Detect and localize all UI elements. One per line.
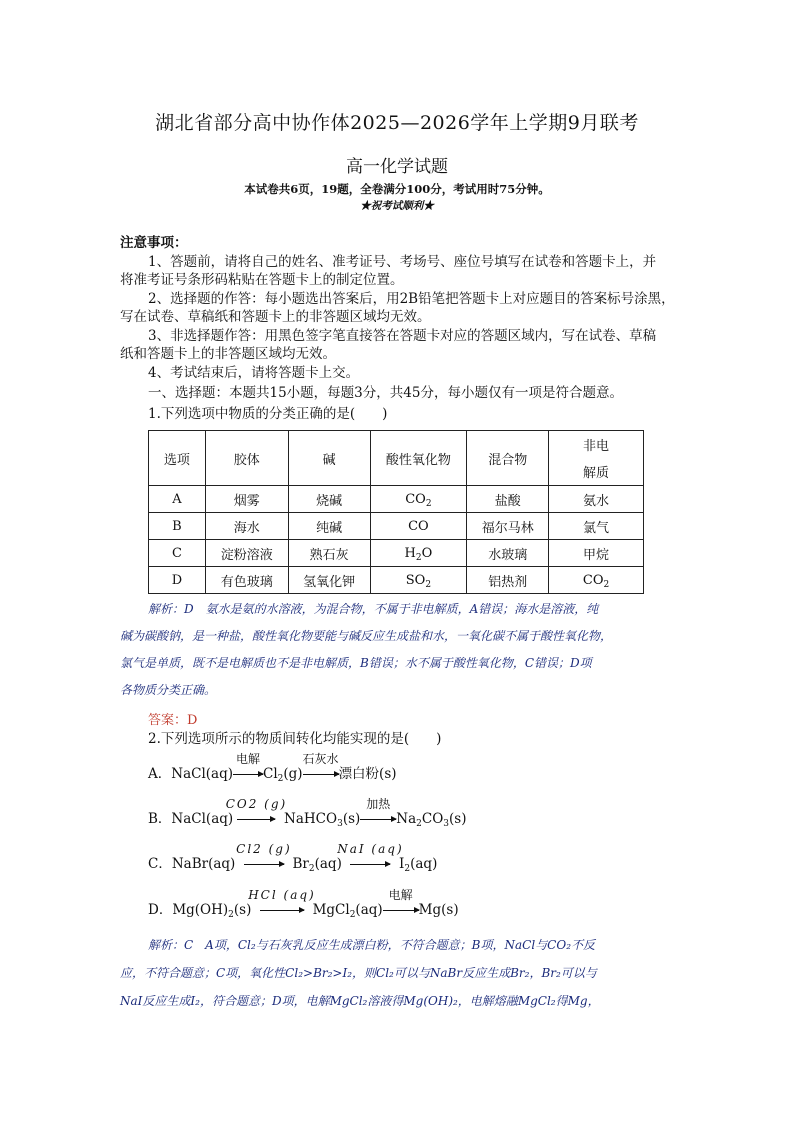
q1-explanation-line-1: 解析：D 氨水是氨的水溶液，为混合物，不属于非电解质，A错误；海水是溶液，纯	[148, 602, 599, 616]
exam-subtitle: 高一化学试题	[346, 157, 448, 177]
reaction-arrow	[233, 752, 263, 783]
q1-answer: 答案：D	[148, 713, 198, 728]
cell-mixture: 水玻璃	[467, 540, 549, 567]
q1-explanation-line-3: 氯气是单质，既不是电解质也不是非电解质，B错误；水不属于酸性氧化物，C错误；D项	[120, 656, 592, 670]
exam-info: 本试卷共6页，19题，全卷满分100分，考试用时75分钟。	[244, 182, 550, 196]
q1-explanation-line-2: 碱为碳酸钠，是一种盐，酸性氧化物要能与碱反应生成盐和水，一氧化碳不属于酸性氧化物，	[120, 629, 613, 643]
note-3-line-1: 3、非选择题作答：用黑色签字笔直接答在答题卡对应的答题区域内，写在试卷、草稿	[148, 328, 657, 344]
cell-nonelectrolyte	[549, 567, 644, 594]
cell-oxide-main: SO	[405, 572, 426, 588]
intermediate: Cl	[262, 766, 278, 782]
cell-mixture: 盐酸	[467, 486, 549, 513]
cell-base: 烧碱	[288, 486, 370, 513]
cell-nonelectrolyte-sub: 2	[603, 579, 610, 590]
table-row	[149, 513, 644, 540]
note-4: 4、考试结束后，请将答题卡上交。	[148, 365, 360, 381]
intermediate: MgCl	[312, 902, 350, 918]
cell-colloid: 烟雾	[205, 486, 288, 513]
subscript: 2	[277, 774, 284, 784]
cell-option: D	[149, 567, 206, 594]
reaction-arrow	[337, 842, 404, 873]
subscript: 2	[308, 864, 315, 874]
product: 漂白粉(s)	[338, 766, 397, 782]
state: (aq)	[410, 856, 438, 872]
note-2-line-1: 2、选择题的作答：每小题选出答案后，用2B铅笔把答题卡上对应题目的答案标号涂黑，	[148, 291, 675, 307]
q1-explanation-line-4: 各物质分类正确。	[120, 683, 217, 697]
right-arrow-icon	[303, 774, 339, 775]
reaction-arrow	[225, 797, 288, 828]
cell-oxide	[370, 486, 467, 513]
state: (s)	[342, 811, 361, 827]
reactant: Mg(OH)	[172, 902, 229, 918]
cell-option: A	[149, 486, 206, 513]
cell-nonelectrolyte: 氯气	[549, 513, 644, 540]
right-arrow-icon	[244, 864, 284, 865]
header-option: 选项	[149, 431, 206, 486]
reactant: NaCl(aq)	[171, 811, 234, 827]
state: (g)	[283, 766, 303, 782]
reaction-arrow	[360, 797, 396, 828]
note-2-line-2: 写在试卷、草稿纸和答题卡上的非答题区域均无效。	[120, 309, 431, 325]
state: (aq)	[355, 902, 383, 918]
reactant: NaCl(aq)	[171, 766, 233, 782]
arrow-condition: NaI (aq)	[337, 842, 404, 856]
product: CO	[421, 811, 444, 827]
intermediate: Br	[292, 856, 309, 872]
note-1-line-1: 1、答题前，请将自己的姓名、准考证号、考场号、座位号填写在试卷和答题卡上，并	[148, 254, 657, 270]
cell-oxide	[370, 540, 467, 567]
state: (s)	[233, 902, 252, 918]
q2-option-a	[148, 752, 397, 784]
cell-oxide-sub: 2	[415, 552, 422, 563]
state: (aq)	[314, 856, 342, 872]
cell-oxide-tail: O	[421, 545, 433, 561]
cell-oxide-main: H	[404, 545, 416, 561]
subscript: 2	[349, 910, 356, 920]
q2-option-d	[148, 888, 459, 920]
cell-base: 熟石灰	[288, 540, 370, 567]
right-arrow-icon	[360, 819, 396, 820]
cell-nonelectrolyte-main: CO	[582, 572, 604, 588]
subscript: 2	[404, 864, 411, 874]
table-row	[149, 540, 644, 567]
reaction-arrow	[248, 888, 316, 919]
option-label: A．	[148, 766, 172, 782]
header-acidic-oxide: 酸性氧化物	[370, 431, 467, 486]
cell-oxide	[370, 513, 467, 540]
arrow-condition: 石灰水	[302, 752, 339, 766]
subscript: 2	[416, 819, 422, 829]
right-arrow-icon	[237, 819, 275, 820]
product: Mg(s)	[418, 902, 459, 918]
header-base: 碱	[288, 431, 370, 486]
classification-table	[148, 430, 644, 594]
header-nonelectrolyte-line-2: 解质	[583, 466, 610, 481]
arrow-condition: 加热	[366, 797, 391, 811]
cell-colloid: 有色玻璃	[205, 567, 288, 594]
cell-nonelectrolyte: 甲烷	[549, 540, 644, 567]
right-arrow-icon	[260, 910, 304, 911]
cell-oxide-main: CO	[408, 518, 429, 534]
arrow-condition: Cl2 (g)	[236, 842, 292, 856]
cell-oxide-sub: 2	[425, 498, 432, 509]
arrow-condition: 电解	[388, 888, 413, 902]
question-1-stem: 1.下列选项中物质的分类正确的是( )	[148, 406, 388, 422]
arrow-condition: 电解	[235, 752, 260, 766]
cell-oxide	[370, 567, 467, 594]
cell-option: B	[149, 513, 206, 540]
reaction-arrow	[383, 888, 419, 919]
table-header-row	[149, 431, 644, 486]
reaction-arrow	[236, 842, 292, 873]
option-label: C．	[148, 856, 172, 872]
subscript: 2	[228, 910, 234, 920]
note-3-line-2: 纸和答题卡上的非答题区域均无效。	[120, 346, 336, 362]
subscript: 3	[337, 819, 343, 829]
option-label: B．	[148, 811, 172, 827]
right-arrow-icon	[350, 864, 390, 865]
reaction-arrow	[302, 752, 339, 783]
right-arrow-icon	[383, 910, 419, 911]
header-mixture: 混合物	[467, 431, 549, 486]
exam-wish: ★祝考试顺利★	[360, 200, 434, 212]
product: Na	[396, 811, 417, 827]
cell-base: 纯碱	[288, 513, 370, 540]
exam-title: 湖北省部分高中协作体2025—2026学年上学期9月联考	[155, 112, 639, 134]
arrow-condition: CO2 (g)	[225, 797, 288, 811]
q2-explanation-line-2: 应，不符合题意；C项，氧化性Cl₂>Br₂>I₂，则Cl₂可以与NaBr反应生成Br₂，Br₂可以与	[120, 966, 597, 980]
cell-mixture: 铝热剂	[467, 567, 549, 594]
product: I	[399, 856, 405, 872]
q2-option-c	[148, 842, 438, 874]
note-1-line-2: 将准考证号条形码粘贴在答题卡上的制定位置。	[120, 272, 404, 288]
intermediate: NaHCO	[284, 811, 338, 827]
cell-mixture: 福尔马林	[467, 513, 549, 540]
right-arrow-icon	[233, 774, 263, 775]
question-2-stem: 2.下列选项所示的物质间转化均能实现的是( )	[148, 731, 442, 747]
notes-heading: 注意事项：	[120, 235, 188, 251]
cell-base: 氢氧化钾	[288, 567, 370, 594]
option-label: D．	[148, 902, 173, 918]
table-row	[149, 567, 644, 594]
q2-option-b	[148, 797, 467, 829]
subscript: 3	[443, 819, 450, 829]
state: (s)	[449, 811, 467, 827]
arrow-condition: HCl (aq)	[248, 888, 316, 902]
cell-nonelectrolyte: 氨水	[549, 486, 644, 513]
header-colloid: 胶体	[205, 431, 288, 486]
cell-colloid: 海水	[205, 513, 288, 540]
q2-explanation-line-1: 解析：C A项，Cl₂与石灰乳反应生成漂白粉，不符合题意；B项，NaCl与CO₂不反	[148, 938, 596, 952]
cell-oxide-sub: 2	[425, 579, 432, 590]
section-1-heading: 一、选择题：本题共15小题，每题3分，共45分，每小题仅有一项是符合题意。	[148, 385, 623, 401]
reactant: NaBr(aq)	[171, 856, 236, 872]
q2-explanation-line-3: NaI反应生成I₂，符合题意；D项，电解MgCl₂溶液得Mg(OH)₂，电解熔融MgCl₂得Mg，	[120, 994, 600, 1008]
cell-oxide-main: CO	[405, 491, 426, 507]
header-nonelectrolyte-line-1: 非电	[583, 439, 610, 454]
table-row	[149, 486, 644, 513]
cell-colloid: 淀粉溶液	[205, 540, 288, 567]
cell-option: C	[149, 540, 206, 567]
header-nonelectrolyte	[549, 431, 644, 486]
